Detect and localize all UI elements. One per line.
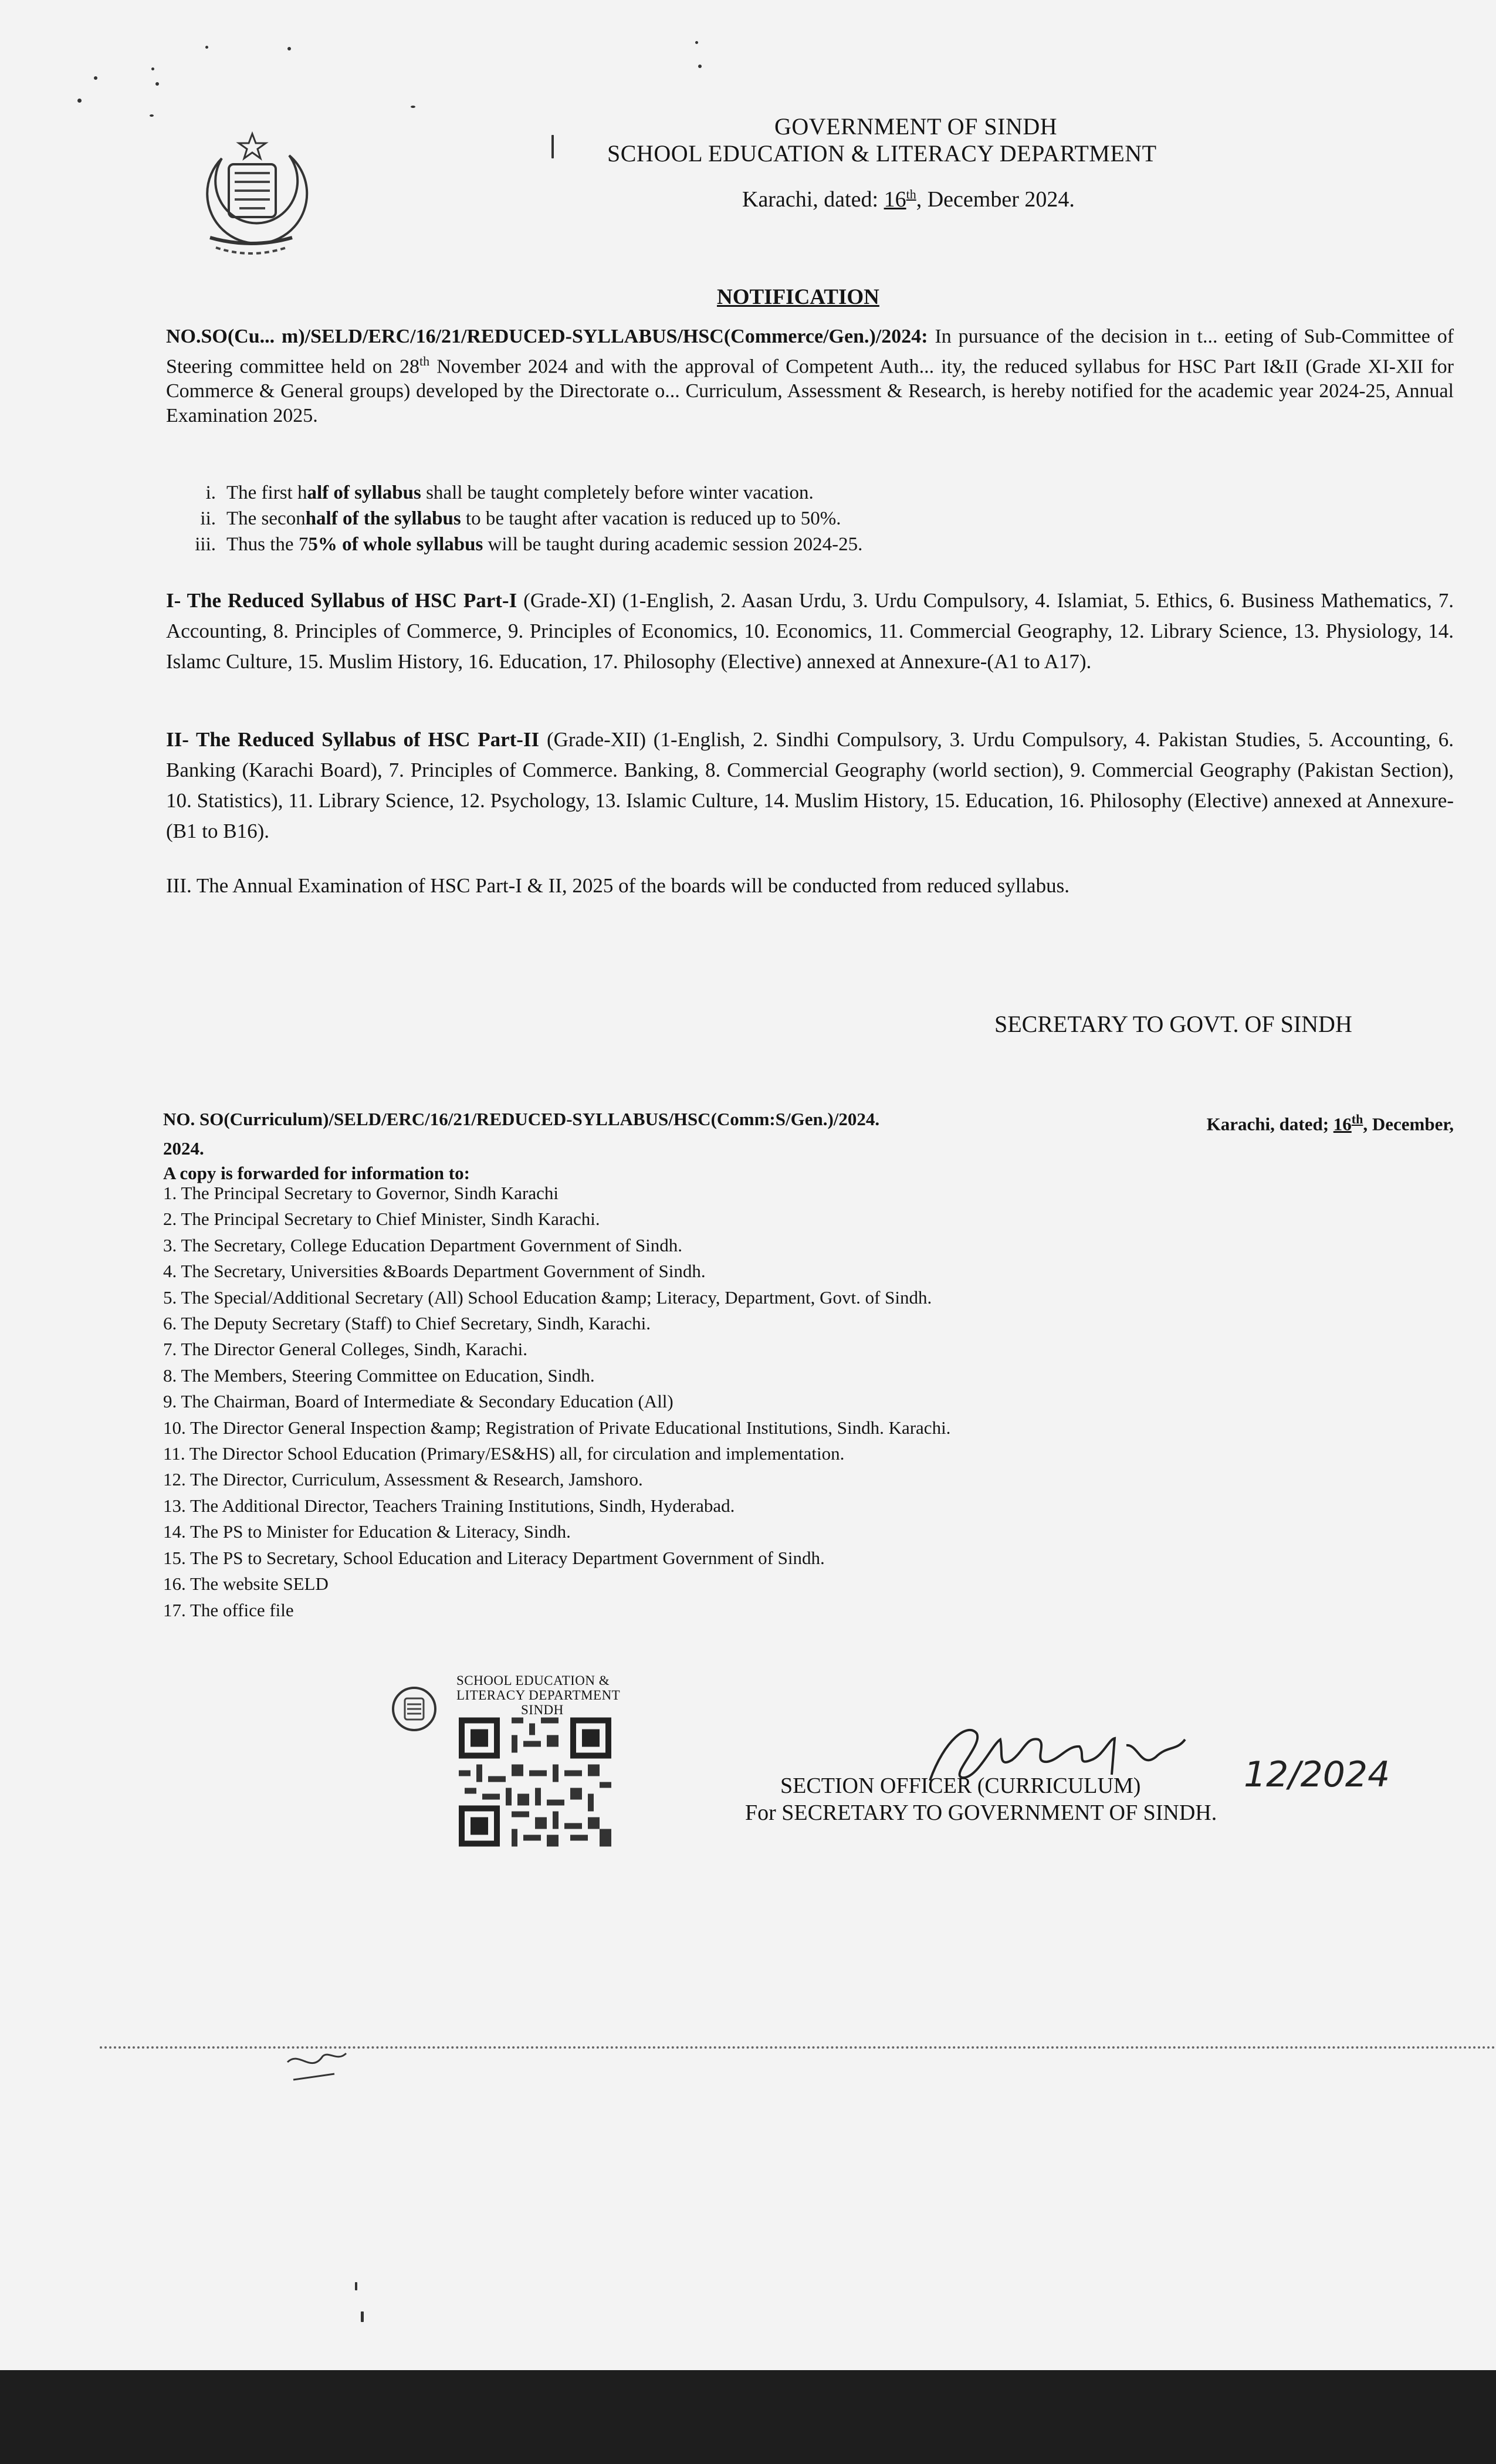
header-date: Karachi, dated: 16th, December 2024. bbox=[742, 187, 1075, 212]
part-two-paragraph: II- The Reduced Syllabus of HSC Part-II (Grade-XII) (1-English, 2. Sindhi Compulsory, 3. Urdu Compulsory, 4. Pakistan Studies, 5. Accounting, 6. Banking (Karachi Board), 7. Principles of Commerce. Banking, 8. Commercial Geography (world section), 9. Commercial Geography (Pakistan Section), 10. Statistics), 11. Library Science, 12. Psychology, 13. Islamic Culture, 14. Muslim History, 15. Education, 16. Philosophy (Elective) annexed at Annexure- (B1 to B16). bbox=[166, 728, 1454, 842]
list-item: 10. The Director General Inspection &amp; Registration of Private Educational Institutions, Sindh. Karachi. bbox=[163, 1417, 951, 1438]
list-item: 16. The website SELD bbox=[163, 1573, 329, 1595]
points-list bbox=[170, 480, 1449, 557]
list-item: 11. The Director School Education (Primary/ES&HS) all, for circulation and implementation. bbox=[163, 1443, 845, 1464]
point-item: i. The first half of syllabus shall be taught completely before winter vacation. bbox=[205, 482, 814, 503]
point-item: ii. The seconhalf of the syllabus to be taught after vacation is reduced up to 50%. bbox=[200, 508, 841, 529]
list-item: 3. The Secretary, College Education Department Government of Sindh. bbox=[163, 1234, 682, 1255]
list-item: 2. The Principal Secretary to Chief Minister, Sindh Karachi. bbox=[163, 1209, 600, 1230]
stamp-text: SCHOOL EDUCATION & LITERACY DEPARTMENT SINDH bbox=[456, 1673, 621, 1717]
handwritten-date: 12/2024 bbox=[1244, 1754, 1390, 1795]
qr-code-icon bbox=[459, 1716, 611, 1848]
list-item: 1. The Principal Secretary to Governor, Sindh Karachi bbox=[163, 1183, 559, 1203]
list-item: 9. The Chairman, Board of Intermediate & Secondary Education (All) bbox=[163, 1391, 673, 1412]
list-item: 7. The Director General Colleges, Sindh, Karachi. bbox=[163, 1339, 527, 1360]
copy-ref-block bbox=[163, 1107, 1454, 1186]
copy-forward-line: A copy is forwarded for information to: bbox=[163, 1163, 470, 1184]
copy-year: 2024. bbox=[163, 1138, 204, 1159]
list-item: 8. The Members, Steering Committee on Education, Sindh. bbox=[163, 1365, 595, 1386]
copy-ref-no: NO. SO(Curriculum)/SELD/ERC/16/21/REDUCED-SYLLABUS/HSC(Comm:S/Gen.)/2024. bbox=[163, 1109, 880, 1129]
list-item: 6. The Deputy Secretary (Staff) to Chief Secretary, Sindh, Karachi. bbox=[163, 1313, 651, 1334]
government-heading: GOVERNMENT OF SINDH bbox=[774, 113, 1058, 140]
small-emblem-icon bbox=[387, 1681, 441, 1737]
recipients-list bbox=[163, 1180, 950, 1623]
list-item: 14. The PS to Minister for Education & Literacy, Sindh. bbox=[163, 1521, 571, 1542]
list-item: 4. The Secretary, Universities &Boards Department Government of Sindh. bbox=[163, 1261, 706, 1282]
list-item: 17. The office file bbox=[163, 1599, 294, 1620]
copy-date: Karachi, dated; 16th, December, bbox=[1206, 1112, 1454, 1135]
intro-paragraph: NO.SO(Cu... m)/SELD/ERC/16/21/REDUCED-SYLLABUS/HSC(Commerce/Gen.)/2024: In pursuance of the decision in t... eeting of Sub-Committee of Steering committee held on 28th November 2024 and with the approval of Competent Auth... ity, the reduced syllabus for HSC Part I&II (Grade XI-XII for Commerce & General groups) developed by the Directorate o... Curriculum, Assessment & Research, is hereby notified for the academic year 2024-25, Annual Examination 2025. bbox=[166, 326, 1454, 427]
sindh-emblem-icon bbox=[187, 123, 316, 270]
list-item: 13. The Additional Director, Teachers Training Institutions, Sindh, Hyderabad. bbox=[163, 1495, 735, 1516]
list-item: 15. The PS to Secretary, School Education and Literacy Department Government of Sindh. bbox=[163, 1547, 825, 1568]
section-officer-title: SECTION OFFICER (CURRICULUM) bbox=[780, 1773, 1141, 1798]
list-item: 5. The Special/Additional Secretary (All) School Education &amp; Literacy, Department, Govt. of Sindh. bbox=[163, 1287, 932, 1308]
notification-title: NOTIFICATION bbox=[717, 285, 879, 309]
part-one-paragraph: I- The Reduced Syllabus of HSC Part-I (Grade-XI) (1-English, 2. Aasan Urdu, 3. Urdu Compulsory, 4. Islamiat, 5. Ethics, 6. Business Mathematics, 7. Accounting, 8. Principles of Commerce, 9. Principles of Economics, 10. Economics, 11. Commercial Geography, 12. Library Science, 13. Physiology, 14. Islamc Culture, 15. Muslim History, 16. Education, 17. Philosophy (Elective) annexed at Annexure-(A1 to A17). bbox=[166, 589, 1454, 673]
list-item: 12. The Director, Curriculum, Assessment & Research, Jamshoro. bbox=[163, 1469, 643, 1490]
department-heading: SCHOOL EDUCATION & LITERACY DEPARTMENT bbox=[607, 140, 1157, 167]
notification-ref-no: NO.SO(Cu... m)/SELD/ERC/16/21/REDUCED-SYLLABUS/HSC(Commerce/Gen.)/2024: bbox=[166, 326, 928, 347]
for-secretary-line: For SECRETARY TO GOVERNMENT OF SINDH. bbox=[745, 1800, 1217, 1825]
part-three-paragraph: III. The Annual Examination of HSC Part-I & II, 2025 of the boards will be conducted from reduced syllabus. bbox=[166, 874, 1069, 897]
initials-scribble bbox=[282, 2039, 352, 2091]
secretary-signatory: SECRETARY TO GOVT. OF SINDH bbox=[994, 1011, 1352, 1037]
point-item: iii. Thus the 75% of whole syllabus will be taught during academic session 2024-25. bbox=[195, 534, 863, 555]
